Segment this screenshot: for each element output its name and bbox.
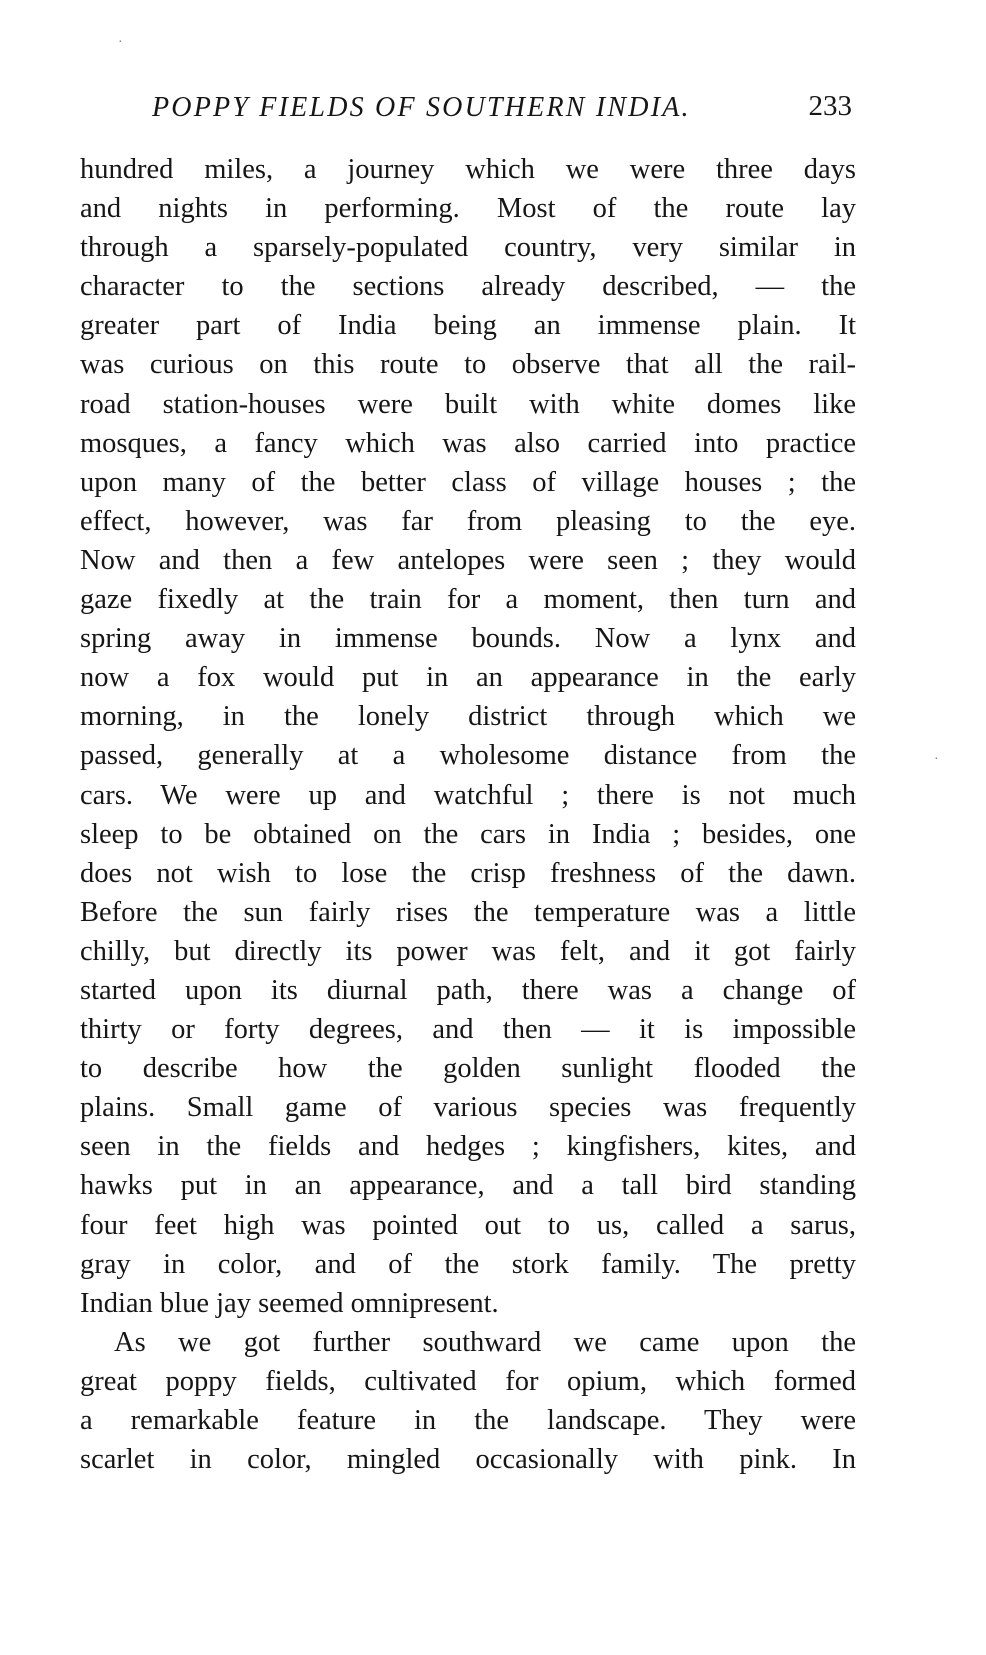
text-line: plains. Small game of various species was frequently [80,1092,856,1124]
text-line: now a fox would put in an appearance in the early [80,662,856,694]
text-line: great poppy fields, cultivated for opium, which formed [80,1365,856,1397]
text-line: was curious on this route to observe that all the rail- [80,349,856,381]
text-line: spring away in immense bounds. Now a lynx and [80,623,856,655]
text-line: scarlet in color, mingled occasionally with pink. In [80,1444,856,1476]
text-line: does not wish to lose the crisp freshness of the dawn. [80,857,856,889]
text-line: thirty or forty degrees, and then — it is impossible [80,1014,856,1046]
text-line: effect, however, was far from pleasing to the eye. [80,505,856,537]
page-number: 233 [808,90,852,122]
running-head [152,88,874,128]
text-line: cars. We were up and watchful ; there is not much [80,779,856,811]
text-line: upon many of the better class of village houses ; the [80,466,856,498]
text-line: morning, in the lonely district through which we [80,701,856,733]
text-line: mosques, a fancy which was also carried into practice [80,427,856,459]
text-line: Before the sun fairly rises the temperature was a little [80,896,856,928]
text-line: four feet high was pointed out to us, called a sarus, [80,1209,856,1241]
margin-speck: · [934,752,939,767]
text-line: road station-houses were built with white domes like [80,388,856,420]
text-line: and nights in performing. Most of the route lay [80,193,856,225]
text-line: sleep to be obtained on the cars in India ; besides, one [80,818,856,850]
text-line: greater part of India being an immense plain. It [80,310,856,342]
paragraph [80,1323,856,1479]
running-title: POPPY FIELDS OF SOUTHERN INDIA. [152,92,691,123]
text-line: a remarkable feature in the landscape. They were [80,1405,856,1436]
text-line: gaze fixedly at the train for a moment, then turn and [80,584,856,616]
text-line: passed, generally at a wholesome distance from the [80,740,856,772]
text-line: Indian blue jay seemed omnipresent. [80,1287,499,1319]
text-line: started upon its diurnal path, there was a change of [80,974,856,1006]
text-line: to describe how the golden sunlight flooded the [80,1053,856,1085]
body-text [80,150,856,1479]
text-line: hundred miles, a journey which we were three days [80,154,856,185]
text-line: through a sparsely-populated country, very similar in [80,232,856,264]
text-line: seen in the fields and hedges ; kingfishers, kites, and [80,1131,856,1163]
text-line: Now and then a few antelopes were seen ; they would [80,544,856,576]
text-line: chilly, but directly its power was felt, and it got fairly [80,935,856,967]
text-line: character to the sections already described, — the [80,271,856,303]
text-line: As we got further southward we came upon the [114,1326,856,1358]
margin-speck: · [118,35,123,50]
text-line: gray in color, and of the stork family. The pretty [80,1248,856,1280]
paragraph [80,150,856,1323]
text-line: hawks put in an appearance, and a tall bird standing [80,1170,856,1202]
